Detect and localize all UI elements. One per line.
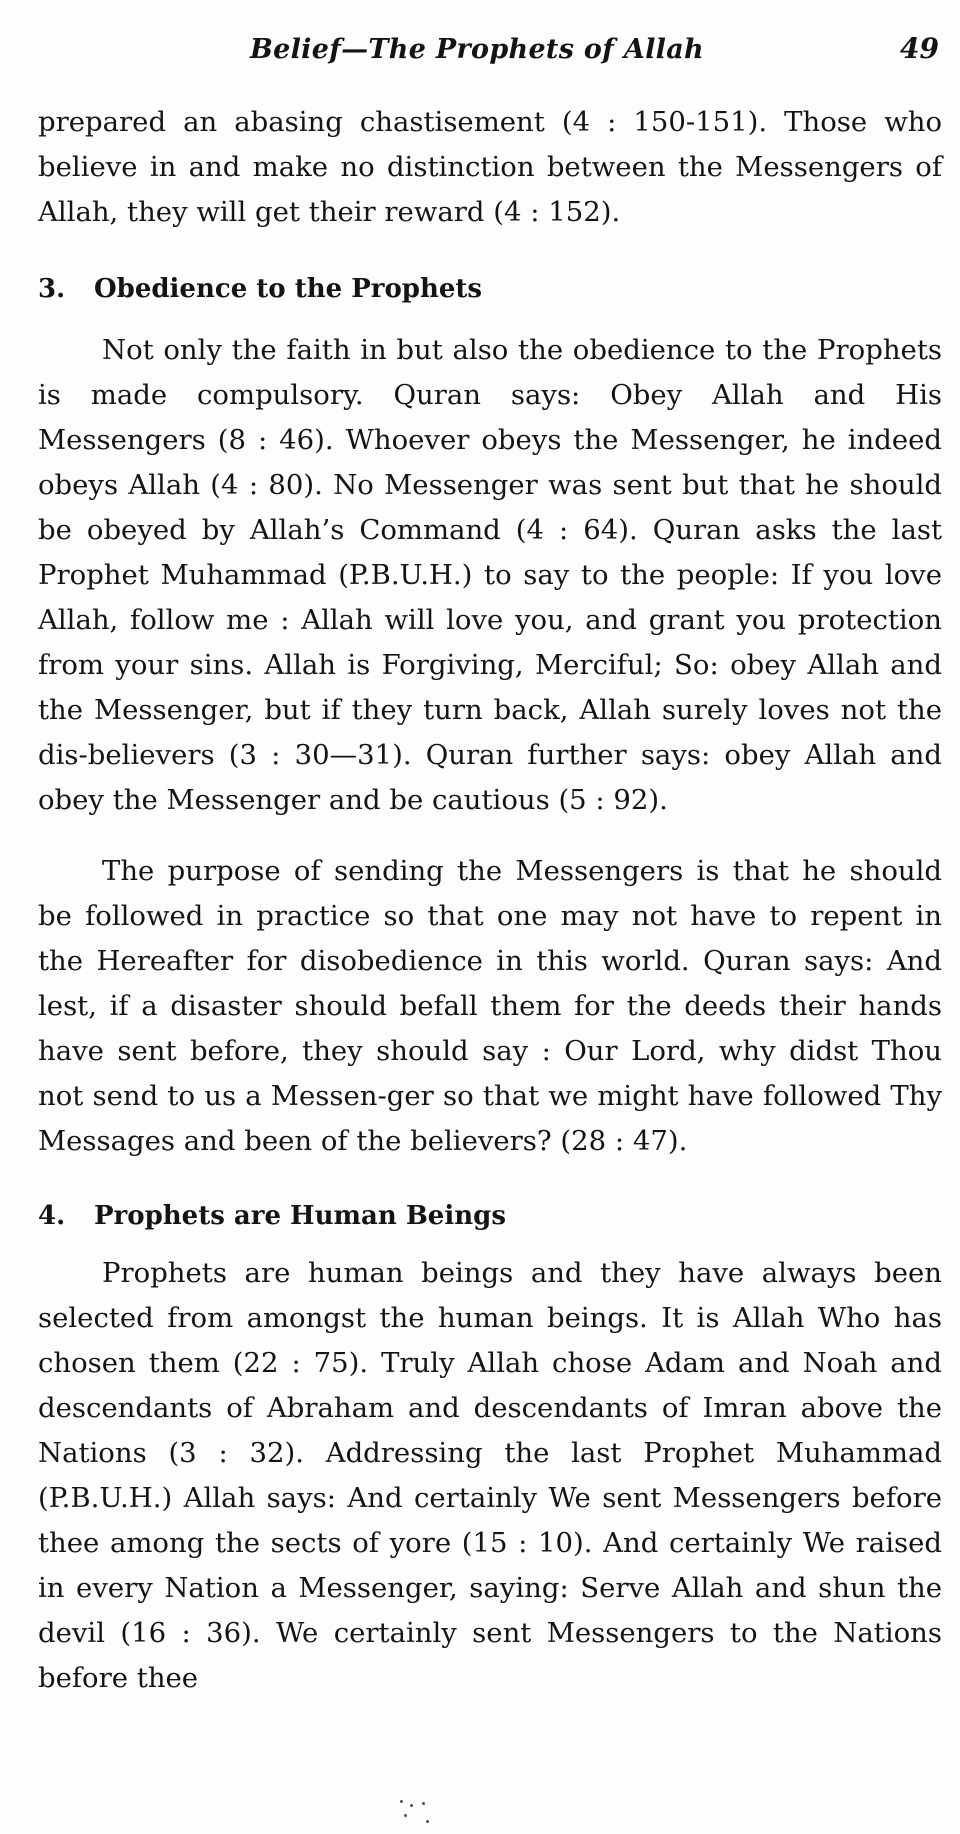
page-number: 49	[900, 32, 939, 65]
paragraph-purpose: The purpose of sending the Messengers is that he should be followed in practice so that one may not have to repent in the Hereafter for disobedience in this world. Quran says: And lest, if a disaster should befall them for the deeds their hands have sent before, they should say : Our Lord, why didst Thou not send to us a Messen-ger so that we might have followed Thy Messages and been of the believers? (28 : 47).	[38, 855, 942, 1157]
header-title: Belief—The Prophets of Allah	[250, 34, 704, 65]
section-number: 4.	[38, 1201, 66, 1231]
section-title: Prophets are Human Beings	[94, 1201, 506, 1231]
section-number: 3.	[38, 274, 66, 304]
paragraph-obedience: Not only the faith in but also the obedience to the Prophets is made compulsory. Quran says: Obey Allah and His Messengers (8 : 46). Whoever obeys the Messenger, he indeed obeys Allah (4 : 80). No Messenger was sent but that he should be obeyed by Allah’s Command (4 : 64). Quran asks the last Prophet Muhammad (P.B.U.H.) to say to the people: If you love Allah, follow me : Allah will love you, and grant you protection from your sins. Allah is Forgiving, Merciful; So: obey Allah and the Messenger, but if they turn back, Allah surely loves not the dis-believers (3 : 30—31). Quran further says: obey Allah and obey the Messenger and be cautious (5 : 92).	[38, 334, 942, 816]
scan-specks	[396, 1798, 436, 1828]
section-heading-4	[38, 1194, 942, 1239]
running-header	[0, 28, 960, 78]
paragraph-human-beings: Prophets are human beings and they have always been selected from amongst the human beings. It is Allah Who has chosen them (22 : 75). Truly Allah chose Adam and Noah and descendants of Abraham and descendants of Imran above the Nations (3 : 32). Addressing the last Prophet Muhammad (P.B.U.H.) Allah says: And certainly We sent Messengers before thee among the sects of yore (15 : 10). And certainly We raised in every Nation a Messenger, saying: Serve Allah and shun the devil (16 : 36). We certainly sent Messengers to the Nations before thee	[38, 1257, 942, 1694]
section-heading-3	[38, 267, 942, 312]
section-title: Obedience to the Prophets	[94, 274, 483, 304]
page-body	[38, 100, 942, 1701]
paragraph-continuation: prepared an abasing chastisement (4 : 150-151). Those who believe in and make no distinction between the Messengers of Allah, they will get their reward (4 : 152).	[38, 106, 942, 228]
